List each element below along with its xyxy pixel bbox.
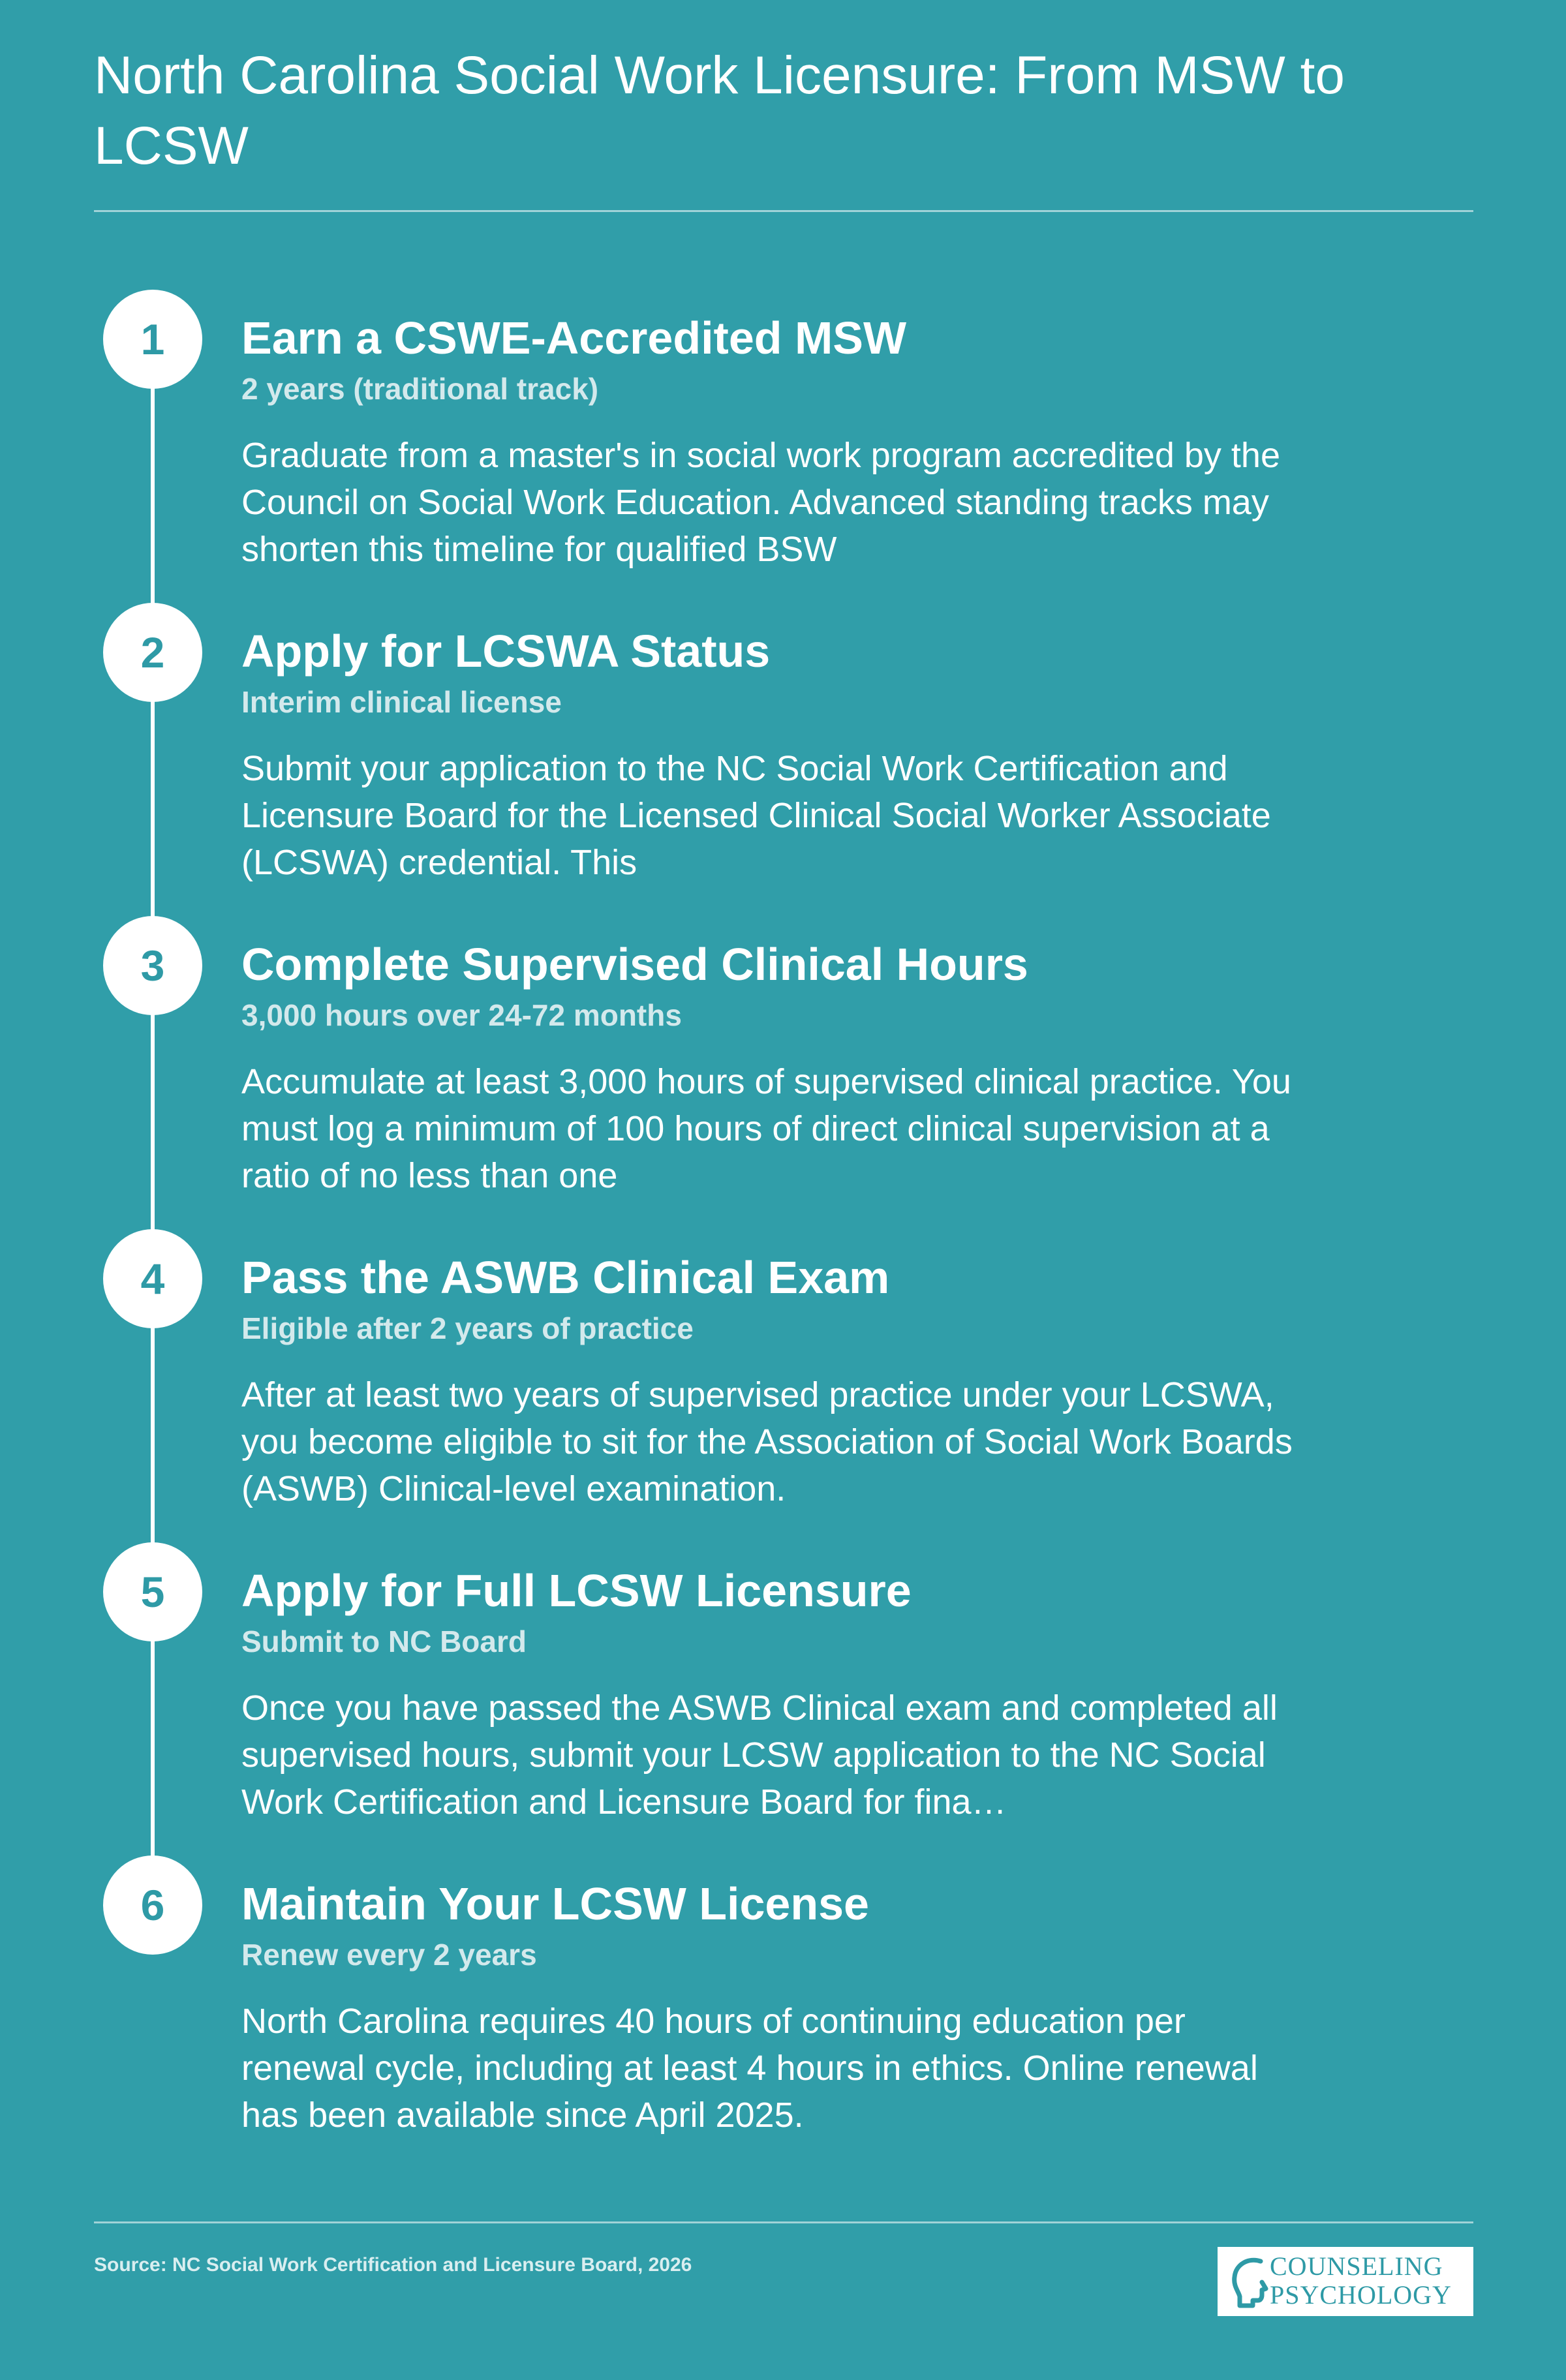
step-number-badge: 4: [103, 1229, 202, 1328]
step-1: [0, 290, 1566, 569]
step-number-badge: 1: [103, 290, 202, 389]
step-description: After at least two years of supervised practice under your LCSWA, you become eligible to sit for the Association of Social Work Boards (ASWB) Clinical-level examination.: [241, 1375, 1293, 1508]
step-5: [0, 1542, 1566, 1822]
step-2: [0, 603, 1566, 882]
step-number-badge: 3: [103, 916, 202, 1015]
step-subtitle: 3,000 hours over 24-72 months: [241, 998, 682, 1032]
step-subtitle: 2 years (traditional track): [241, 372, 599, 406]
step-title: Maintain Your LCSW License: [241, 1878, 869, 1929]
step-3: [0, 916, 1566, 1195]
step-description: Once you have passed the ASWB Clinical exam and completed all supervised hours, submit your LCSW application to the NC Social Work Certification and Licensure Board for fina…: [241, 1688, 1278, 1822]
footer-divider: [94, 2221, 1473, 2223]
counseling-psychology-logo[interactable]: [1218, 2247, 1473, 2316]
step-subtitle: Renew every 2 years: [241, 1938, 537, 1972]
step-description: Submit your application to the NC Social Work Certification and Licensure Board for the Licensed Clinical Social Worker Associate (LCSWA) credential. This: [241, 749, 1271, 882]
step-title: Pass the ASWB Clinical Exam: [241, 1252, 890, 1303]
step-subtitle: Submit to NC Board: [241, 1625, 527, 1658]
step-6: [0, 1855, 1566, 2135]
step-description: North Carolina requires 40 hours of continuing education per renewal cycle, including at least 4 hours in ethics. Online renewal has been available since April 2025.: [241, 2002, 1258, 2135]
step-4: [0, 1229, 1566, 1508]
source-citation: Source: NC Social Work Certification and Licensure Board, 2026: [94, 2254, 692, 2276]
step-description: Graduate from a master's in social work program accredited by the Council on Social Work Education. Advanced standing tracks may shorten this timeline for qualified BSW: [241, 436, 1280, 569]
step-number-badge: 6: [103, 1855, 202, 1955]
page-title: North Carolina Social Work Licensure: From MSW to LCSW: [94, 46, 1345, 175]
step-description: Accumulate at least 3,000 hours of supervised clinical practice. You must log a minimum of 100 hours of direct clinical supervision at a ratio of no less than one: [241, 1062, 1291, 1195]
step-title: Apply for Full LCSW Licensure: [241, 1565, 912, 1616]
head-profile-icon: [1227, 2255, 1272, 2310]
step-title: Earn a CSWE-Accredited MSW: [241, 313, 907, 363]
step-number-badge: 5: [103, 1542, 202, 1641]
step-title: Complete Supervised Clinical Hours: [241, 939, 1028, 990]
step-subtitle: Eligible after 2 years of practice: [241, 1311, 694, 1345]
step-subtitle: Interim clinical license: [241, 685, 562, 719]
step-title: Apply for LCSWA Status: [241, 626, 771, 677]
step-number-badge: 2: [103, 603, 202, 702]
logo-text-line-1: COUNSELING: [1270, 2251, 1443, 2281]
logo-text-line-2: PSYCHOLOGY: [1270, 2280, 1452, 2310]
header-divider: [94, 210, 1473, 212]
